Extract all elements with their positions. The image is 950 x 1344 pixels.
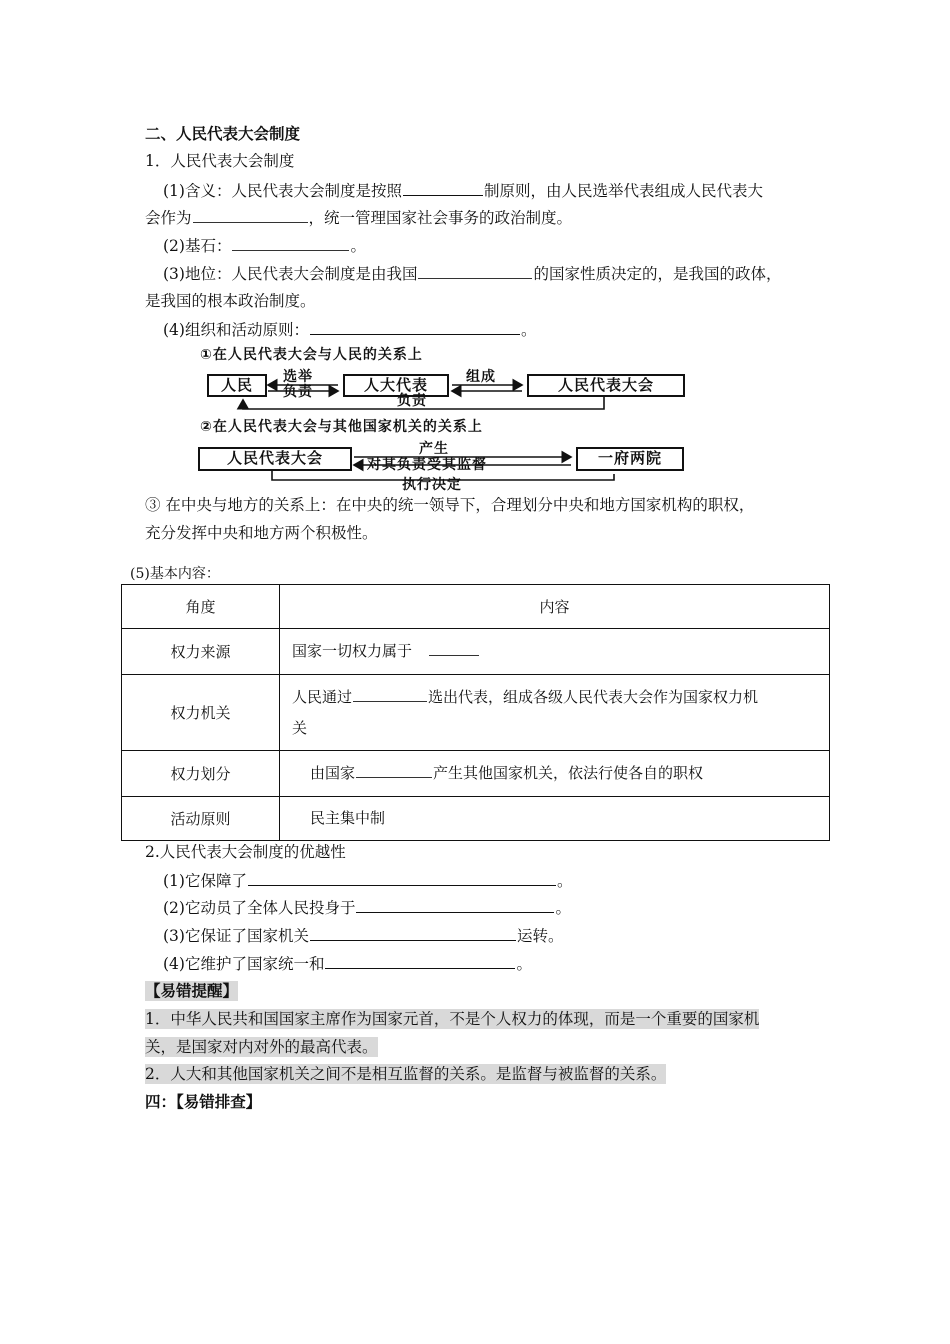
label-responsible-1: 负责 bbox=[283, 384, 313, 400]
box-deputies: 人大代表 bbox=[343, 374, 449, 397]
table-row bbox=[122, 675, 830, 751]
item1-p1-line2: 会作为 ，统一管理国家社会事务的政治制度。 bbox=[145, 209, 573, 227]
item1-p3-line1: (3)地位：人民代表大会制度是由我国 的国家性质决定的，是我国的政体， bbox=[163, 265, 782, 283]
header-angle: 角度 bbox=[122, 585, 280, 629]
item2-line1: (1)它保障了 。 bbox=[163, 872, 573, 890]
row2-content: 人民通过 选出代表，组成各级人民代表大会作为国家权力机 关 bbox=[280, 675, 830, 751]
item2-heading: 2.人民代表大会制度的优越性 bbox=[145, 843, 346, 861]
row4-angle: 活动原则 bbox=[122, 797, 280, 841]
reminder-p2: 2．人大和其他国家机关之间不是相互监督的关系。是监督与被监督的关系。 bbox=[145, 1065, 667, 1083]
arrow-execute bbox=[272, 471, 614, 480]
item1-p2: (2)基石： 。 bbox=[163, 237, 366, 255]
reminder-p1-line1: 1．中华人民共和国国家主席作为国家元首，不是个人权力的体现，而是一个重要的国家机 bbox=[145, 1010, 760, 1028]
table-row bbox=[122, 751, 830, 797]
item3-line1: ③ 在中央与地方的关系上：在中央的统一领导下，合理划分中央和地方国家机构的职权， bbox=[145, 496, 755, 514]
diagram-arrows bbox=[0, 0, 950, 520]
label-elect: 选举 bbox=[283, 369, 313, 385]
item2-line3: (3)它保证了国家机关 运转。 bbox=[163, 927, 564, 945]
item2-line4: (4)它维护了国家统一和 。 bbox=[163, 955, 532, 973]
blank bbox=[310, 925, 516, 941]
label-compose: 组成 bbox=[466, 369, 496, 385]
blank bbox=[353, 689, 427, 702]
table-header-row bbox=[122, 585, 830, 629]
box-npc-2: 人民代表大会 bbox=[198, 447, 352, 471]
row3-content: 由国家 产生其他国家机关，依法行使各自的职权 bbox=[280, 751, 830, 797]
table-row bbox=[122, 629, 830, 675]
blank bbox=[248, 870, 556, 886]
item1-p3-line2: 是我国的根本政治制度。 bbox=[145, 292, 316, 310]
reminder-title: 【易错提醒】 bbox=[145, 982, 239, 1000]
section-title: 二、人民代表大会制度 bbox=[145, 125, 301, 143]
table-row bbox=[122, 797, 830, 841]
reminder-p1-line2: 关，是国家对内对外的最高代表。 bbox=[145, 1038, 378, 1056]
item1-p4: (4)组织和活动原则： 。 bbox=[163, 321, 537, 339]
item2-line2: (2)它动员了全体人民投身于 。 bbox=[163, 899, 571, 917]
item1-heading: 1．人民代表大会制度 bbox=[145, 152, 295, 170]
arrow-responsible-2 bbox=[243, 396, 604, 409]
blank bbox=[325, 953, 515, 969]
blank bbox=[356, 765, 432, 778]
blank bbox=[429, 643, 479, 656]
basic-content-label: (5)基本内容： bbox=[130, 566, 220, 582]
section4-title: 四：【易错排查】 bbox=[145, 1093, 262, 1111]
row1-content: 国家一切权力属于 bbox=[280, 629, 830, 675]
item3-line2: 充分发挥中央和地方两个积极性。 bbox=[145, 524, 378, 542]
basic-content-table bbox=[121, 584, 830, 841]
blank bbox=[356, 897, 554, 913]
label-produce: 产生 bbox=[419, 441, 449, 457]
diagram-heading-1: ①在人民代表大会与人民的关系上 bbox=[200, 347, 423, 363]
row2-angle: 权力机关 bbox=[122, 675, 280, 751]
label-supervise: 对其负责受其监督 bbox=[367, 457, 487, 473]
box-npc: 人民代表大会 bbox=[527, 374, 685, 397]
header-content: 内容 bbox=[280, 585, 830, 629]
diagram-heading-2: ②在人民代表大会与其他国家机关的关系上 bbox=[200, 419, 483, 435]
row4-content: 民主集中制 bbox=[280, 797, 830, 841]
label-execute: 执行决定 bbox=[402, 477, 462, 493]
box-government: 一府两院 bbox=[576, 447, 684, 471]
row1-angle: 权力来源 bbox=[122, 629, 280, 675]
box-people: 人民 bbox=[207, 374, 267, 397]
label-responsible-2: 负责 bbox=[397, 393, 427, 409]
row3-angle: 权力划分 bbox=[122, 751, 280, 797]
item1-p1-line1: (1)含义：人民代表大会制度是按照 制原则，由人民选举代表组成人民代表大 bbox=[163, 182, 763, 200]
